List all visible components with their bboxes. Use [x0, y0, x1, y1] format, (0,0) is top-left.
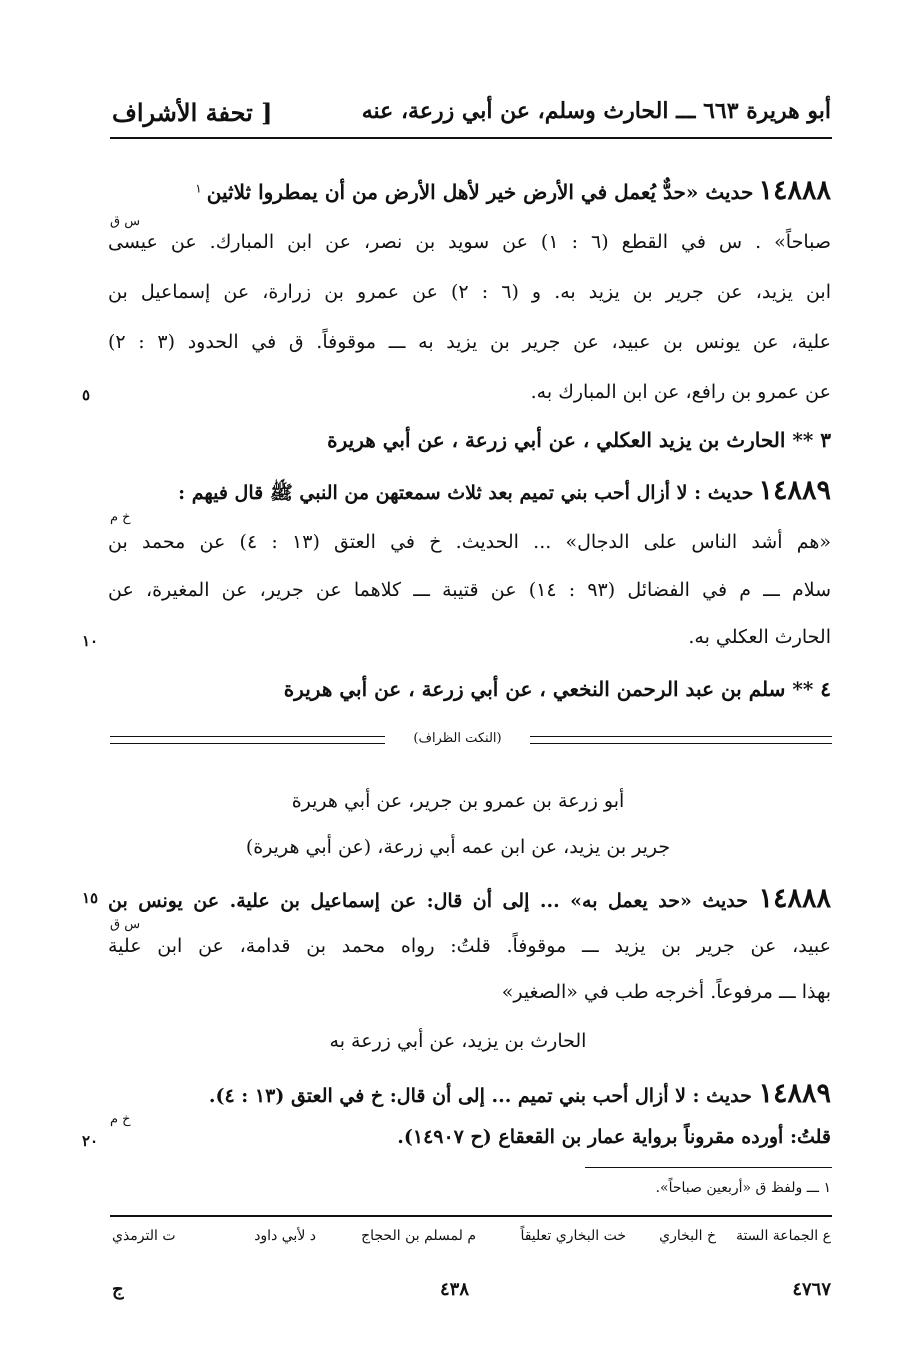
abbr-item: خ البخاري: [659, 1228, 716, 1244]
hadith-text: حديث : لا أزال أحب بني تميم ... إلى أن قال: خ في العتق (١٣ : ٤).: [208, 1085, 752, 1107]
hadith-text: حديث : لا أزال أحب بني تميم بعد ثلاث سمعتهن من النبي ﷺ قال فيهم :: [178, 482, 754, 504]
chain-heading: جرير بن يزيد، عن ابن عمه أبي زرعة، (عن أبي هريرة): [245, 836, 671, 858]
entry-14888: [195, 175, 831, 206]
text-line: عبيد، عن جرير بن يزيد ـــ موقوفاً. قلتُ: رواه محمد بن قدامة، عن ابن علية: [108, 935, 831, 957]
header-book-title: [ تحفة الأشراف: [112, 98, 273, 127]
text-line: عن عمرو بن رافع، عن ابن المبارك به.: [530, 381, 831, 403]
hadith-text: حديث «حدٌّ يُعمل في الأرض خير لأهل الأرض من أن يمطروا ثلاثين: [206, 180, 754, 204]
collection-sigla: خ م: [110, 510, 131, 525]
abbr-item: د لأبي داود: [254, 1228, 316, 1244]
chain-heading: الحارث بن يزيد، عن أبي زرعة به: [329, 1030, 587, 1052]
collection-sigla: س ق: [110, 214, 141, 229]
text-line: سلام ـــ م في الفضائل (٩٣ : ١٤) عن قتيبة ـــ كلاهما عن جرير، عن المغيرة، عن: [108, 579, 832, 601]
text-line: ابن يزيد، عن جرير بن يزيد به. و (٦ : ٢) عن عمرو بن زرارة، عن إسماعيل بن: [108, 281, 831, 303]
hadith-number: ١٤٨٨٩: [758, 1078, 831, 1109]
footnote-marker: ١: [195, 181, 202, 196]
hadith-text: حديث «حد يعمل به» ... إلى أن قال: عن إسماعيل بن علية. عن يونس بن: [108, 890, 748, 912]
collection-sigla: خ م: [110, 1112, 131, 1127]
collection-sigla: س ق: [110, 917, 141, 932]
text-line: الحارث العكلي به.: [688, 626, 831, 648]
line-number: ٢٠: [82, 1132, 99, 1150]
text-line: صباحاً» . س في القطع (٦ : ١) عن سويد بن نصر، عن ابن المبارك. عن عيسى: [108, 231, 831, 253]
line-number: ٥: [82, 386, 91, 404]
line-number: ١٥: [82, 889, 99, 907]
footer-rule: [110, 1215, 832, 1217]
abbr-item: خت البخاري تعليقاً: [520, 1228, 626, 1244]
entry-14889: [178, 475, 831, 509]
text-line: بهذا ـــ مرفوعاً. أخرجه طب في «الصغير»: [501, 981, 831, 1003]
chain-heading: أبو زرعة بن عمرو بن جرير، عن أبي هريرة: [291, 790, 625, 812]
entry-14888-note: [108, 885, 831, 912]
footnote: ١ ـــ ولفظ ق «أربعين صباحاً».: [655, 1180, 831, 1196]
abbr-item: م لمسلم بن الحجاج: [361, 1228, 476, 1244]
text-line: قلتُ: أورده مقروناً برواية عمار بن القعقاع (ح ١٤٩٠٧).: [397, 1126, 831, 1148]
text-line: علية، عن يونس بن عبيد، عن جرير بن يزيد به ـــ موقوفاً. ق في الحدود (٣ : ٢): [108, 331, 831, 353]
entry-14889-note: [209, 1078, 831, 1109]
text-line: «هم أشد الناس على الدجال» ... الحديث. خ في العتق (١٣ : ٤) عن محمد بن: [108, 531, 831, 553]
footnote-rule: [585, 1167, 832, 1168]
signature-mark: ج: [112, 1279, 124, 1300]
hadith-number: ١٤٨٨٨: [758, 175, 831, 206]
hadith-number: ١٤٨٨٩: [758, 475, 831, 506]
header-rule: [110, 137, 832, 139]
line-number: ١٠: [82, 632, 99, 650]
abbr-item: ع الجماعة الستة: [735, 1228, 831, 1244]
page-number: ٤٣٨: [440, 1279, 470, 1300]
section-heading: ٤ ** سلم بن عبد الرحمن النخعي ، عن أبي زرعة ، عن أبي هريرة: [283, 677, 831, 701]
header-chapter-title: أبو هريرة ٦٦٣ ـــ الحارث وسلم، عن أبي زرعة، عنه: [361, 98, 831, 124]
abbr-item: ت الترمذي: [112, 1228, 176, 1244]
hadith-number: ١٤٨٨٨: [758, 883, 831, 914]
running-number: ٤٧٦٧: [792, 1279, 831, 1300]
divider-label: (النكت الظراف): [385, 731, 530, 746]
section-heading: ٣ ** الحارث بن يزيد العكلي ، عن أبي زرعة ، عن أبي هريرة: [327, 428, 831, 452]
